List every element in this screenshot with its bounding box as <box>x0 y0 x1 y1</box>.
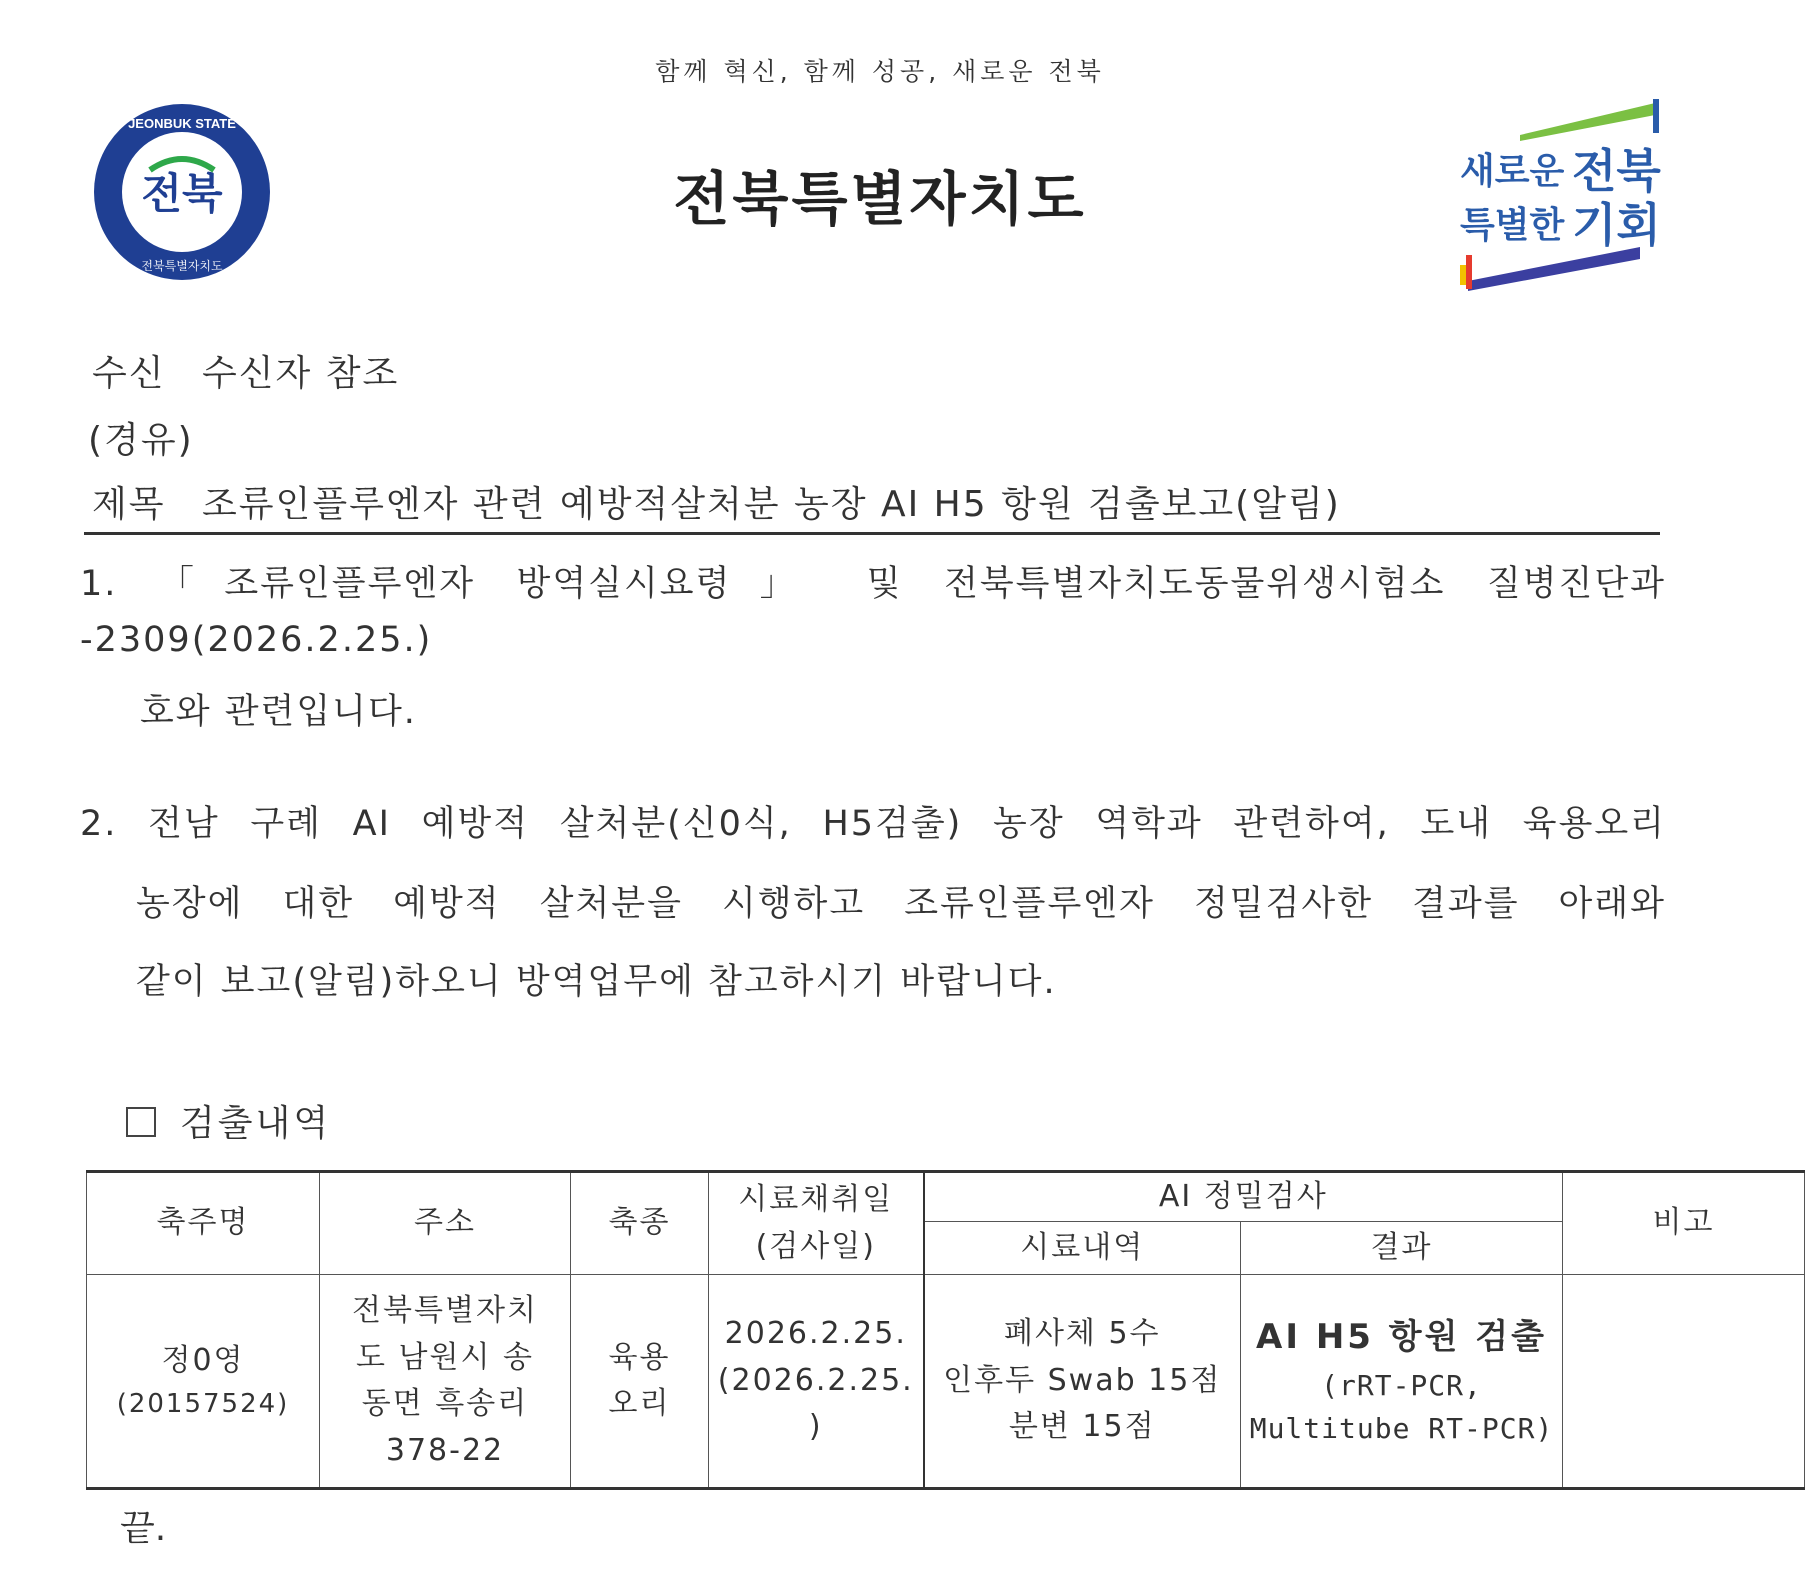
header-sample-date-line1: 시료채취일 <box>738 1182 894 1217</box>
brand-line1b: 전북 <box>1572 145 1661 197</box>
header-species: 축종 <box>571 1172 709 1275</box>
cell-owner <box>87 1275 320 1489</box>
seal-bottom-text: 전북특별자치도 <box>141 259 223 273</box>
detection-table <box>86 1170 1805 1490</box>
paragraph-2-line-2: 농장에 대한 예방적 살처분을 시행하고 조류인플루엔자 정밀검사한 결과를 아래와 <box>136 884 1666 924</box>
detection-checkbox <box>126 1107 156 1137</box>
seal-center-text: 전북 <box>141 170 223 217</box>
recipient-label: 수신 <box>92 353 166 394</box>
brand-line2a: 특별한 <box>1460 204 1565 245</box>
header-sample-date-line2: (검사일) <box>755 1228 876 1264</box>
address-line4: 378-22 <box>385 1432 505 1468</box>
species-line2: 오리 <box>608 1386 671 1421</box>
header-sample-details: 시료내역 <box>924 1222 1241 1275</box>
sample-date-line2: (2026.2.25. <box>717 1362 914 1398</box>
sample-details-line2: 인후두 Swab 15점 <box>943 1362 1222 1398</box>
address-line3: 동면 흑송리 <box>361 1386 529 1421</box>
cell-sample-details <box>924 1275 1241 1489</box>
closing-mark: 끝. <box>120 1508 167 1549</box>
paragraph-2-line-3: 같이 보고(알림)하오니 방역업무에 참고하시기 바랍니다. <box>136 962 1057 1002</box>
header-sample-date <box>709 1172 924 1275</box>
subject-value: 조류인플루엔자 관련 예방적살처분 농장 AI H5 항원 검출보고(알림) <box>202 484 1341 525</box>
detection-title: 검출내역 <box>180 1103 332 1144</box>
owner-id: (20157524) <box>116 1389 290 1420</box>
result-method-2: Multitube RT-PCR) <box>1249 1412 1554 1446</box>
header-owner: 축주명 <box>87 1172 320 1275</box>
result-main: AI H5 항원 검출 <box>1256 1317 1547 1358</box>
species-line1: 육용 <box>608 1339 671 1375</box>
paragraph-1-line-3: 호와 관련입니다. <box>140 692 417 732</box>
address-line2: 도 남원시 송 <box>356 1339 534 1375</box>
cell-sample-date <box>709 1275 924 1489</box>
owner-name: 정0영 <box>161 1342 245 1378</box>
paragraph-1-line-1: 1. 「조류인플루엔자 방역실시요령」 및 전북특별자치도동물위생시험소 질병진단과 <box>80 564 1666 604</box>
cell-result <box>1241 1275 1563 1489</box>
sample-date-line3: ) <box>808 1409 823 1445</box>
cell-note <box>1563 1275 1805 1489</box>
slogan: 함께 혁신, 함께 성공, 새로운 전북 <box>655 57 1105 86</box>
sample-details-line3: 분변 15점 <box>1008 1409 1156 1445</box>
header-ai-test: AI 정밀검사 <box>924 1172 1563 1222</box>
organization-name: 전북특별자치도 <box>673 165 1087 233</box>
sample-details-line1: 폐사체 5수 <box>1003 1316 1161 1352</box>
table-header-row <box>87 1172 1805 1222</box>
brand-line1a: 새로운 <box>1460 150 1565 191</box>
cell-species <box>571 1275 709 1489</box>
cell-address <box>320 1275 571 1489</box>
via-label: (경유) <box>88 420 194 461</box>
header-note: 비고 <box>1563 1172 1805 1275</box>
subject-label: 제목 <box>92 484 166 525</box>
header-address: 주소 <box>320 1172 571 1275</box>
recipient-value: 수신자 참조 <box>202 353 400 394</box>
result-method-1: (rRT-PCR, <box>1321 1368 1482 1402</box>
seal-ring-text: JEONBUK STATE <box>128 116 236 131</box>
brand-line2b: 기회 <box>1572 199 1661 251</box>
paragraph-1-line-2: -2309(2026.2.25.) <box>80 620 433 660</box>
header-result: 결과 <box>1241 1222 1563 1275</box>
table-row <box>87 1275 1805 1489</box>
address-line1: 전북특별자치 <box>352 1293 538 1328</box>
sample-date-line1: 2026.2.25. <box>724 1316 907 1352</box>
brand-slogan-logo <box>1460 95 1680 295</box>
header-divider <box>84 532 1660 535</box>
paragraph-2-line-1: 2. 전남 구례 AI 예방적 살처분(신0식, H5검출) 농장 역학과 관련하여, 도내 육용오리 <box>80 804 1666 844</box>
